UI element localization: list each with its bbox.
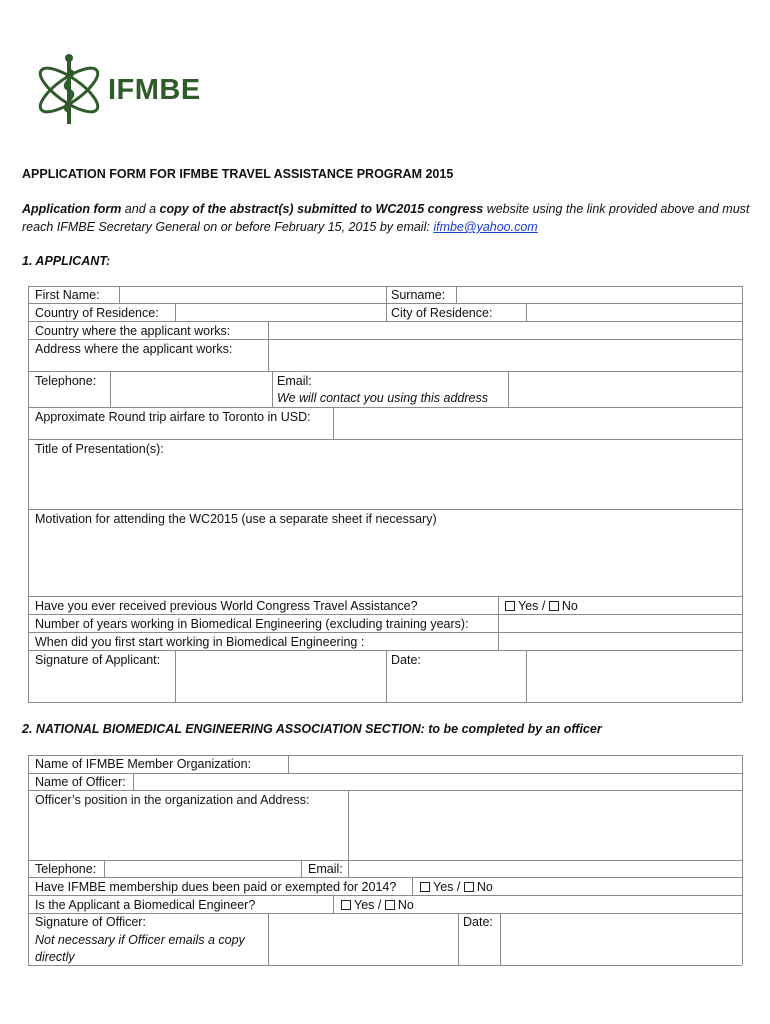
country-works-field[interactable] — [269, 322, 741, 339]
years-working-label: Number of years working in Biomedical Engineering (excluding training years): — [35, 617, 469, 631]
years-working-field[interactable] — [499, 615, 741, 632]
member-org-label: Name of IFMBE Member Organization: — [35, 757, 252, 771]
officer-email-field[interactable] — [349, 861, 741, 877]
previous-assistance-options: Yes / No — [505, 598, 578, 614]
yes-checkbox[interactable]: Yes — [505, 599, 538, 613]
section1-heading: 1. APPLICANT: — [22, 254, 111, 268]
yes-checkbox[interactable]: Yes — [341, 898, 374, 912]
first-start-label: When did you first start working in Biomedical Engineering : — [35, 635, 365, 649]
officer-signature-note: Not necessary if Officer emails a copy — [35, 933, 245, 947]
position-address-field[interactable] — [349, 791, 741, 860]
intro-line-1: Application form and a copy of the abstract(s) submitted to WC2015 congress website using the link provided above and must — [22, 202, 750, 216]
motivation-field[interactable] — [29, 528, 741, 596]
officer-signature-field[interactable] — [269, 914, 457, 965]
applicant-signature-label: Signature of Applicant: — [35, 653, 161, 667]
previous-assistance-label: Have you ever received previous World Congress Travel Assistance? — [35, 599, 418, 613]
is-bme-options: Yes / No — [341, 897, 414, 913]
applicant-signature-field[interactable] — [176, 651, 385, 702]
presentation-title-label: Title of Presentation(s): — [35, 442, 164, 456]
officer-email-label: Email: — [308, 862, 343, 876]
dues-paid-label: Have IFMBE membership dues been paid or exempted for 2014? — [35, 880, 397, 894]
position-address-label: Officer’s position in the organization and Address: — [35, 793, 310, 807]
applicant-date-label: Date: — [391, 653, 421, 667]
presentation-title-field[interactable] — [29, 458, 741, 509]
telephone-field[interactable] — [111, 372, 271, 407]
city-residence-label: City of Residence: — [391, 306, 493, 320]
surname-label: Surname: — [391, 288, 446, 302]
city-residence-field[interactable] — [527, 304, 741, 321]
officer-signature-note-2: directly — [35, 950, 75, 964]
first-start-field[interactable] — [499, 633, 741, 650]
no-checkbox[interactable]: No — [385, 898, 414, 912]
officer-date-label: Date: — [463, 915, 493, 929]
logo-text: IFMBE — [108, 74, 201, 106]
is-bme-label: Is the Applicant a Biomedical Engineer? — [35, 898, 256, 912]
country-residence-field[interactable] — [176, 304, 385, 321]
country-works-label: Country where the applicant works: — [35, 324, 231, 338]
member-org-field[interactable] — [289, 756, 741, 773]
surname-field[interactable] — [457, 287, 741, 303]
officer-telephone-label: Telephone: — [35, 862, 97, 876]
address-works-label: Address where the applicant works: — [35, 342, 233, 356]
email-field[interactable] — [509, 372, 741, 407]
no-checkbox[interactable]: No — [549, 599, 578, 613]
telephone-label: Telephone: — [35, 374, 97, 388]
applicant-date-field[interactable] — [527, 651, 741, 702]
country-residence-label: Country of Residence: — [35, 306, 159, 320]
checkbox-icon — [505, 601, 515, 611]
email-link[interactable]: ifmbe@yahoo.com — [433, 220, 538, 234]
checkbox-icon — [385, 900, 395, 910]
checkbox-icon — [341, 900, 351, 910]
officer-date-field[interactable] — [501, 914, 741, 965]
no-checkbox[interactable]: No — [464, 880, 493, 894]
checkbox-icon — [464, 882, 474, 892]
first-name-field[interactable] — [120, 287, 385, 303]
email-note: We will contact you using this address — [277, 391, 488, 405]
ifmbe-logo-icon — [30, 50, 108, 128]
section2-heading: 2. NATIONAL BIOMEDICAL ENGINEERING ASSOCIATION SECTION: to be completed by an officer — [22, 722, 602, 736]
checkbox-icon — [420, 882, 430, 892]
intro-line-2: reach IFMBE Secretary General on or before February 15, 2015 by email: ifmbe@yahoo.com — [22, 220, 538, 234]
officer-signature-label: Signature of Officer: — [35, 915, 146, 929]
yes-checkbox[interactable]: Yes — [420, 880, 453, 894]
form-title: APPLICATION FORM FOR IFMBE TRAVEL ASSISTANCE PROGRAM 2015 — [22, 167, 454, 181]
officer-name-field[interactable] — [134, 774, 741, 790]
motivation-label: Motivation for attending the WC2015 (use a separate sheet if necessary) — [35, 512, 437, 526]
airfare-label: Approximate Round trip airfare to Toronto in USD: — [35, 410, 311, 424]
address-works-field[interactable] — [269, 340, 741, 371]
dues-paid-options: Yes / No — [420, 879, 493, 895]
airfare-field[interactable] — [334, 408, 741, 439]
officer-telephone-field[interactable] — [105, 861, 300, 877]
officer-name-label: Name of Officer: — [35, 775, 126, 789]
first-name-label: First Name: — [35, 288, 100, 302]
checkbox-icon — [549, 601, 559, 611]
email-label: Email: — [277, 374, 312, 388]
